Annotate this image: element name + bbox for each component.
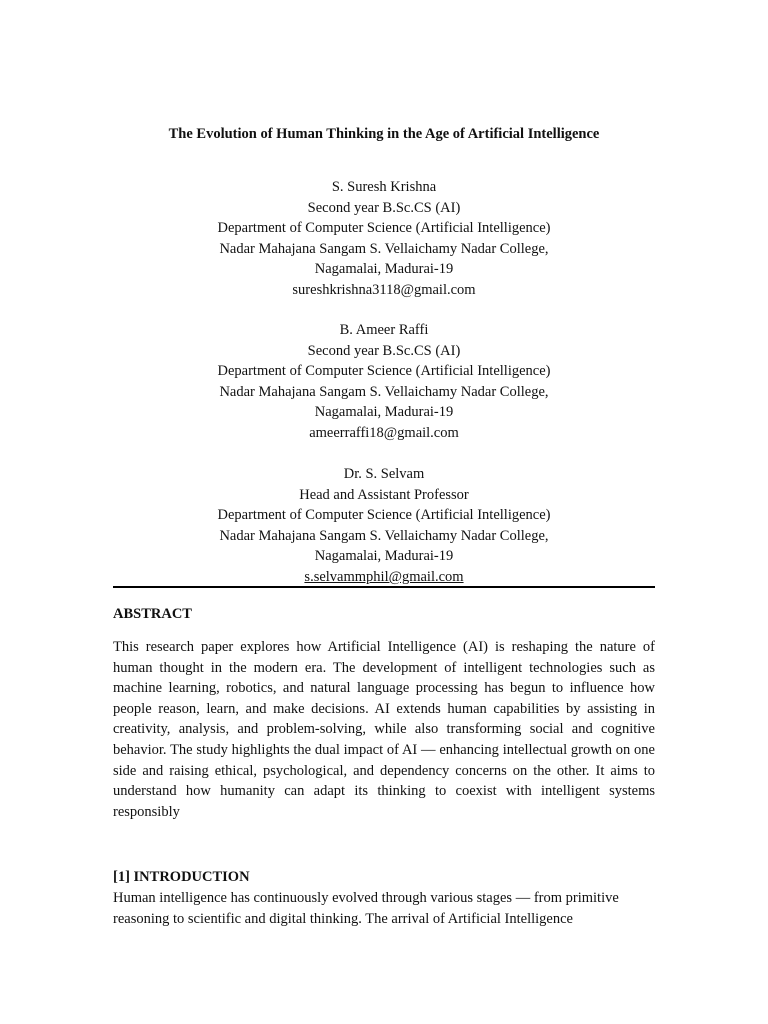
author-block-3 bbox=[113, 464, 655, 588]
author-department: Department of Computer Science (Artificial Intelligence) bbox=[217, 363, 551, 380]
author-email-link[interactable]: s.selvammphil@gmail.com bbox=[304, 568, 464, 585]
author-email: sureshkrishna3118@gmail.com bbox=[292, 281, 476, 298]
author-college: Nadar Mahajana Sangam S. Vellaichamy Nadar College, bbox=[219, 240, 549, 257]
abstract-heading: ABSTRACT bbox=[113, 606, 192, 622]
author-role: Second year B.Sc.CS (AI) bbox=[307, 342, 461, 359]
author-department: Department of Computer Science (Artificial Intelligence) bbox=[217, 220, 551, 237]
introduction-text: Human intelligence has continuously evolved through various stages — from primitive reasoning to scientific and digital thinking. The arrival of Artificial Intelligence bbox=[113, 890, 619, 927]
author-location: Nagamalai, Madurai-19 bbox=[314, 404, 454, 421]
author-location: Nagamalai, Madurai-19 bbox=[314, 261, 454, 278]
author-name: B. Ameer Raffi bbox=[339, 322, 429, 338]
author-college: Nadar Mahajana Sangam S. Vellaichamy Nadar College, bbox=[219, 383, 549, 400]
author-name: S. Suresh Krishna bbox=[331, 179, 437, 195]
paper-title: The Evolution of Human Thinking in the Age of Artificial Intelligence bbox=[168, 126, 600, 142]
abstract-text: This research paper explores how Artificial Intelligence (AI) is reshaping the nature of human thought in the modern era. The development of intelligent technologies such as machine learning, robotics, and natural language processing has begun to influence how people reason, learn, and make decisions. AI extends human capabilities by assisting in creativity, analysis, and problem-solving, while also transforming social and cognitive behavior. The study highlights the dual impact of AI — enhancing intellectual growth on one side and raising ethical, psychological, and dependency concerns on the other. It aims to understand how humanity can adapt its thinking to coexist with intelligent systems responsibly bbox=[113, 639, 655, 820]
author-role: Head and Assistant Professor bbox=[299, 486, 469, 503]
author-email: ameerraffi18@gmail.com bbox=[309, 424, 459, 441]
author-name: Dr. S. Selvam bbox=[343, 466, 425, 482]
introduction-heading: [1] INTRODUCTION bbox=[113, 869, 250, 885]
author-location: Nagamalai, Madurai-19 bbox=[314, 548, 454, 565]
author-block-1 bbox=[113, 177, 655, 301]
author-block-2 bbox=[113, 320, 655, 444]
author-college: Nadar Mahajana Sangam S. Vellaichamy Nadar College, bbox=[219, 527, 549, 544]
horizontal-rule bbox=[113, 586, 655, 588]
author-department: Department of Computer Science (Artificial Intelligence) bbox=[217, 507, 551, 524]
author-role: Second year B.Sc.CS (AI) bbox=[307, 199, 461, 216]
